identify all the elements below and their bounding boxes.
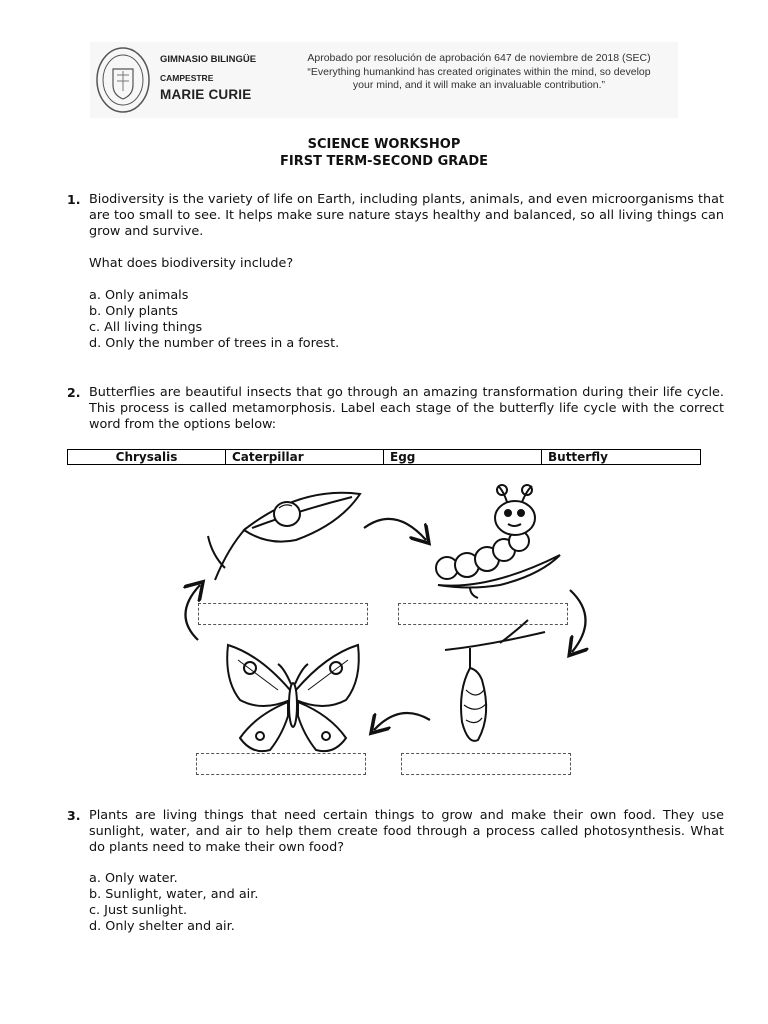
question-1-number: 1. bbox=[67, 192, 81, 207]
question-1-text: Biodiversity is the variety of life on Earth, including plants, animals, and even microorganisms that are too small to see. It helps make sure nature stays healthy and balanced, so all living things can grow and survive. bbox=[89, 192, 724, 239]
word-bank-chrysalis: Chrysalis bbox=[68, 450, 226, 464]
worksheet-title: SCIENCE WORKSHOP bbox=[307, 137, 461, 152]
chrysalis-icon bbox=[445, 620, 545, 741]
word-bank-butterfly: Butterfly bbox=[548, 450, 608, 464]
question-3-option-b: b. Sunlight, water, and air. bbox=[89, 887, 259, 902]
question-3-number: 3. bbox=[67, 808, 81, 823]
label-box-caterpillar[interactable] bbox=[398, 603, 568, 625]
approval-line3: your mind, and it will make an invaluable contribution.” bbox=[352, 79, 606, 91]
label-box-butterfly[interactable] bbox=[196, 753, 366, 775]
question-3-option-d: d. Only shelter and air. bbox=[89, 919, 235, 934]
question-1-prompt: What does biodiversity include? bbox=[89, 256, 294, 271]
word-bank-egg: Egg bbox=[384, 450, 542, 464]
approval-line1: Aprobado por resolución de aprobación 647 de noviembre de 2018 (SEC) bbox=[307, 52, 651, 64]
question-1-option-d: d. Only the number of trees in a forest. bbox=[89, 336, 340, 351]
question-2-text: Butterflies are beautiful insects that go through an amazing transformation during their life cycle. This process is called metamorphosis. Label each stage of the butterfly life cycle with the correct word from the options below: bbox=[89, 385, 724, 432]
question-3-text: Plants are living things that need certain things to grow and make their own food. They use sunlight, water, and air to help them create food through a process called photosynthesis. What do plants need to make their own food? bbox=[89, 808, 724, 855]
word-bank-caterpillar: Caterpillar bbox=[226, 450, 384, 464]
question-1-option-a: a. Only animals bbox=[89, 288, 189, 303]
caterpillar-icon bbox=[436, 485, 560, 598]
school-name-line1: GIMNASIO BILINGÜE bbox=[160, 54, 257, 65]
school-name-line3: MARIE CURIE bbox=[160, 87, 252, 102]
worksheet-subtitle: FIRST TERM-SECOND GRADE bbox=[279, 154, 489, 169]
question-3-option-a: a. Only water. bbox=[89, 871, 178, 886]
question-1-option-c: c. All living things bbox=[89, 320, 203, 335]
approval-line2: “Everything humankind has created originates within the mind, so develop bbox=[307, 65, 651, 78]
question-2-number: 2. bbox=[67, 385, 81, 400]
label-box-chrysalis[interactable] bbox=[401, 753, 571, 775]
butterfly-icon bbox=[227, 645, 359, 751]
school-name-line2: CAMPESTRE bbox=[160, 73, 214, 83]
leaf-egg-icon bbox=[208, 493, 360, 580]
label-box-egg[interactable] bbox=[198, 603, 368, 625]
question-1-option-b: b. Only plants bbox=[89, 304, 178, 319]
question-3-option-c: c. Just sunlight. bbox=[89, 903, 188, 918]
